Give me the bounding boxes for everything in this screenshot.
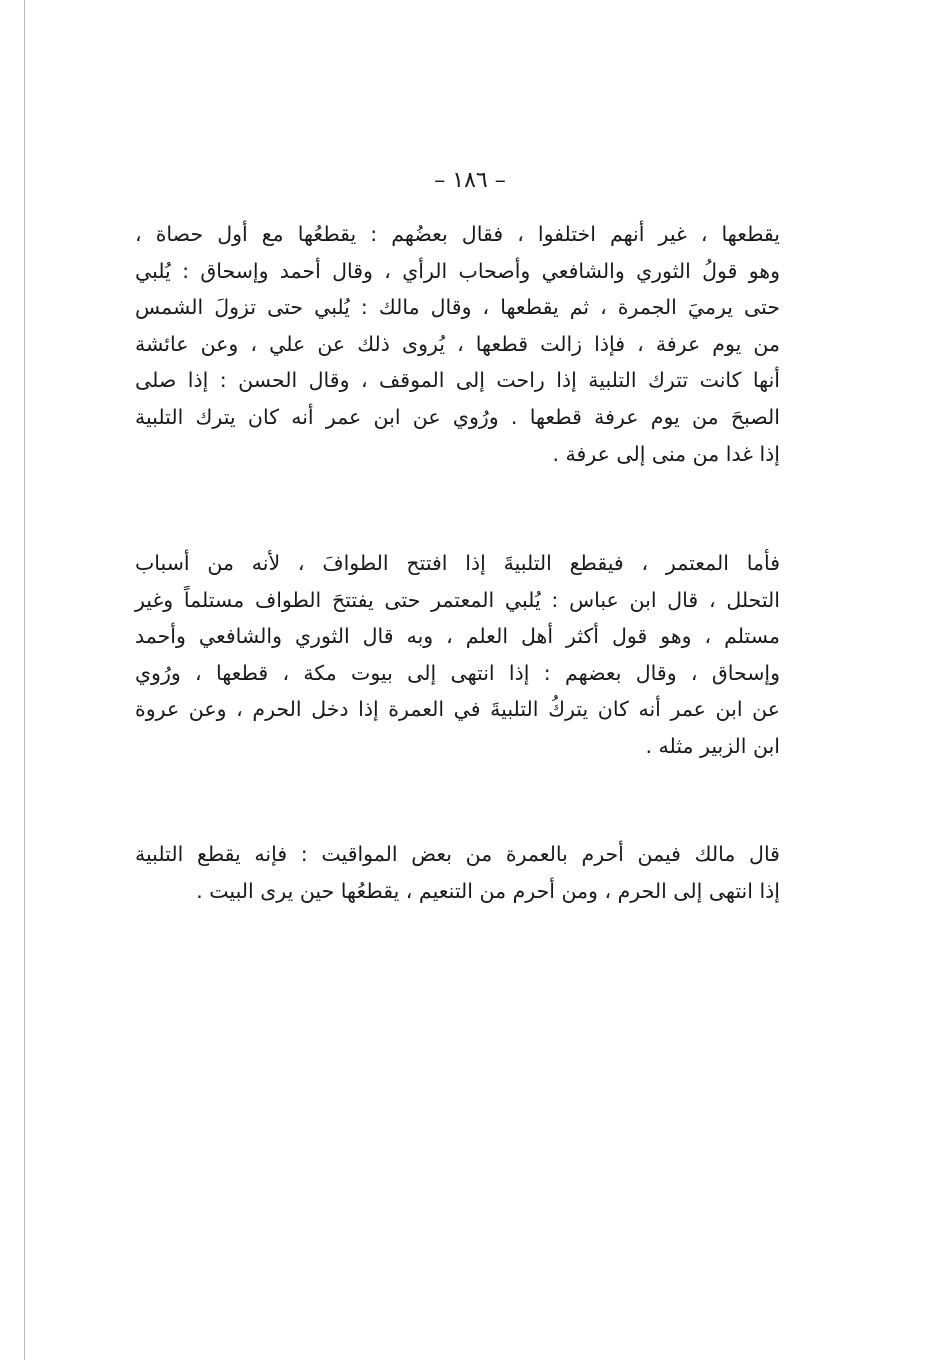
text-line: التحلل ، قال ابن عباس : يُلبي المعتمر حتى يفتتحَ الطواف مستلماً وغير [135, 587, 780, 612]
text-line: وإسحاق ، وقال بعضهم : إذا انتهى إلى بيوت مكة ، قطعها ، ورُوي [135, 660, 780, 685]
text-line: وهو قولُ الثوري والشافعي وأصحاب الرأي ، وقال أحمد وإسحاق : يُلبي [135, 258, 780, 283]
text-line: مستلم ، وهو قول أكثر أهل العلم ، وبه قال الثوري والشافعي وأحمد [135, 624, 780, 649]
text-line: قال مالك فيمن أحرم بالعمرة من بعض المواقيت : فإنه يقطع التلبية [135, 842, 780, 866]
paragraph-3 [135, 836, 780, 909]
text-line: عن ابن عمر أنه كان يتركُ التلبيةَ في العمرة إذا دخل الحرم ، وعن عروة [135, 697, 780, 722]
text-line: من يوم عرفة ، فإذا زالت قطعها ، يُروى ذلك عن علي ، وعن عائشة [135, 331, 780, 356]
text-line: فأما المعتمر ، فيقطع التلبيةَ إذا افتتح الطوافَ ، لأنه من أسباب [135, 551, 780, 575]
page-number: – ١٨٦ – [434, 168, 506, 193]
text-line: إذا انتهى إلى الحرم ، ومن أحرم من التنعيم ، يقطعُها حين يرى البيت . [196, 878, 780, 903]
text-line: الصبحَ من يوم عرفة قطعها . ورُوي عن ابن عمر أنه كان يترك التلبية [135, 404, 780, 429]
paragraph-1 [135, 216, 780, 472]
text-line: حتى يرميَ الجمرة ، ثم يقطعها ، وقال مالك : يُلبي حتى تزولَ الشمس [135, 295, 780, 320]
text-line: يقطعها ، غير أنهم اختلفوا ، فقال بعضُهم : يقطعُها مع أول حصاة ، [135, 222, 780, 246]
text-line: أنها كانت تترك التلبية إذا راحت إلى الموقف ، وقال الحسن : إذا صلى [135, 368, 780, 393]
scan-edge-line [24, 0, 25, 1360]
text-line: إذا غدا من منى إلى عرفة . [552, 441, 780, 466]
text-line: ابن الزبير مثله . [645, 733, 780, 758]
paragraph-2 [135, 545, 780, 765]
